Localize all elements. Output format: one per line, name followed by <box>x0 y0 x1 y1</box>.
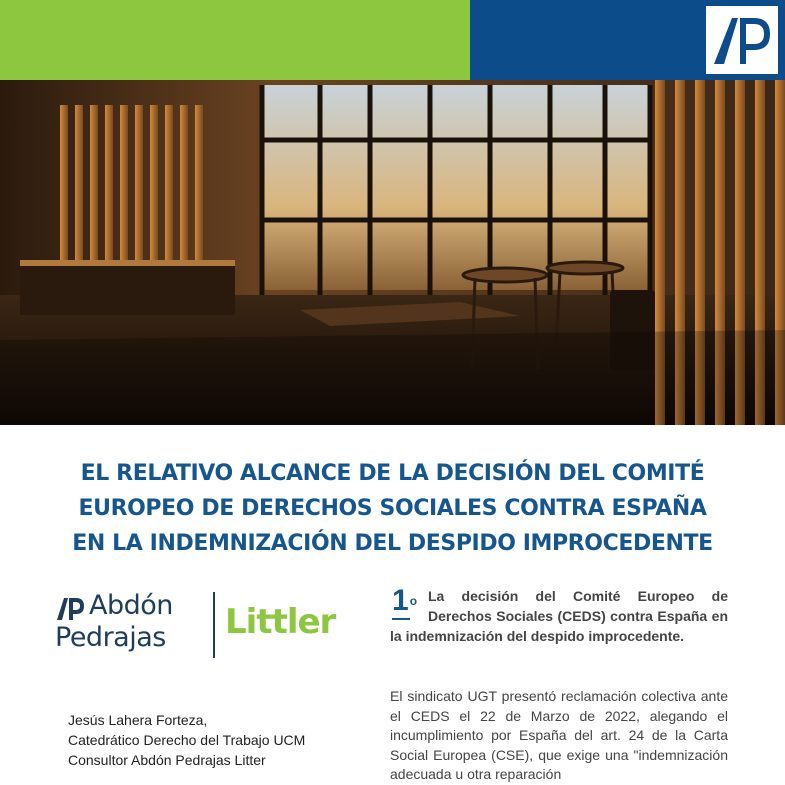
section-number-digit: 1 <box>392 584 409 617</box>
ap-small-icon <box>55 598 85 620</box>
article-title <box>0 456 785 561</box>
author-name: Jesús Lahera Forteza, <box>68 712 208 728</box>
title-line: EL RELATIVO ALCANCE DE LA DECISIÓN DEL COMITÉ <box>80 461 705 486</box>
firm-word-abdon: Abdón <box>89 590 173 621</box>
firm-logo <box>55 590 355 660</box>
ap-logo <box>706 6 778 74</box>
firm-word-pedrajas: Pedrajas <box>55 622 166 653</box>
hero-photo <box>0 80 785 425</box>
header-green-bar <box>0 0 470 80</box>
firm-logo-divider <box>213 592 215 658</box>
section-ordinal: o <box>409 594 418 608</box>
body-paragraph: El sindicato UGT presentó reclamación colectiva ante el CEDS el 22 de Marzo de 2022, alegando el incumplimiento por España del art. 24 de la Carta Social Europea (CSE), que exige una "indemnización adecuada u otra reparación <box>390 688 728 782</box>
firm-word-littler: Littler <box>225 602 336 642</box>
ap-monogram-icon <box>710 12 774 68</box>
title-line: EUROPEO DE DERECHOS SOCIALES CONTRA ESPAÑA <box>78 496 707 521</box>
author-affiliation: Consultor Abdón Pedrajas Litter <box>68 752 266 768</box>
lead-paragraph <box>390 586 728 646</box>
author-block <box>68 710 305 770</box>
title-line: EN LA INDEMNIZACIÓN DEL DESPIDO IMPROCEDENTE <box>72 531 713 556</box>
author-role: Catedrático Derecho del Trabajo UCM <box>68 732 306 748</box>
lead-text: La decisión del Comité Europeo de Derechos Sociales (CEDS) contra España en la indemnización del despido improcedente. <box>390 588 728 644</box>
